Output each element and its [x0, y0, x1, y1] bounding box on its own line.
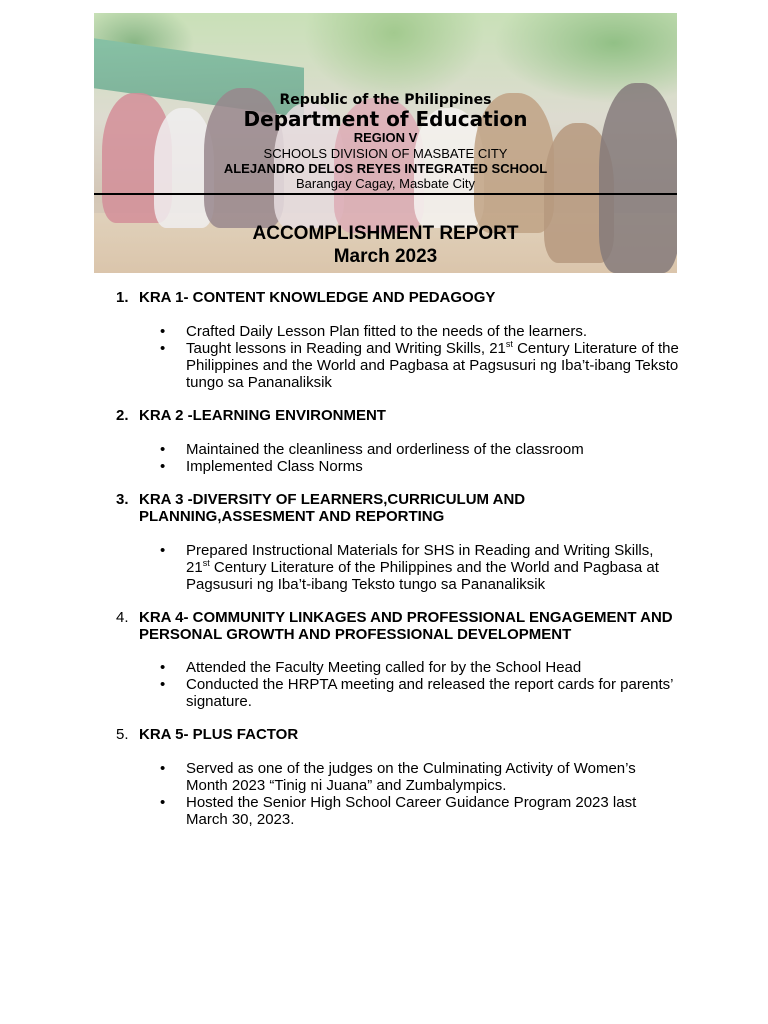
superscript-item: Prepared Instructional Materials for SHS in Reading and Writing Skills, 21st Century Literature of the Philippines and the World and Pagbasa at Pagsusuri ng Iba’t-ibang Teksto tungo sa Pananaliksik — [186, 542, 659, 593]
bullet-icon: • — [160, 323, 166, 340]
report-title: ACCOMPLISHMENT REPORT — [252, 223, 519, 244]
list-item: • Conducted the HRPTA meeting and released the report cards for parents’ signature. — [160, 676, 673, 710]
bullet-icon: • — [160, 676, 166, 693]
kra-title: KRA 3 -DIVERSITY OF LEARNERS,CURRICULUM AND PLANNING,ASSESMENT AND REPORTING — [139, 491, 526, 525]
kra-title: KRA 2 -LEARNING ENVIRONMENT — [139, 407, 386, 424]
school-address: Barangay Cagay, Masbate City — [296, 176, 475, 191]
bullet-icon: • — [160, 760, 166, 777]
kra-bullet-list — [160, 323, 680, 391]
superscript-item: Taught lessons in Reading and Writing Skills, 21st Century Literature of the Philippines and the World and Pagbasa at Pagsusuri ng Iba’t-ibang Teksto tungo sa Pananaliksik — [186, 339, 679, 391]
header-banner — [94, 13, 677, 273]
bullet-icon: • — [160, 659, 166, 676]
list-item: • Crafted Daily Lesson Plan fitted to the needs of the learners. — [160, 323, 588, 340]
kra-bullet-list — [160, 659, 680, 710]
bullet-icon: • — [160, 542, 166, 559]
list-item — [160, 542, 680, 593]
department-title: Department of Education — [243, 107, 528, 131]
kra-number: 2. — [116, 407, 129, 424]
kra-number: 1. — [116, 289, 129, 306]
list-item: • Served as one of the judges on the Culminating Activity of Women’s Month 2023 “Tinig ni Juana” and Zumbalympics. — [160, 760, 636, 794]
republic-label: Republic of the Philippines — [279, 92, 492, 108]
region-label: REGION V — [353, 130, 418, 145]
kra-title: KRA 1- CONTENT KNOWLEDGE AND PEDAGOGY — [139, 289, 496, 306]
list-item — [160, 340, 680, 391]
list-item: • Hosted the Senior High School Career Guidance Program 2023 last March 30, 2023. — [160, 794, 637, 828]
report-month: March 2023 — [333, 246, 438, 267]
kra-title: KRA 4- COMMUNITY LINKAGES AND PROFESSIONAL ENGAGEMENT AND PERSONAL GROWTH AND PROFESSIONAL DEVELOPMENT — [139, 609, 673, 643]
header-divider — [94, 193, 677, 195]
list-item: • Maintained the cleanliness and orderliness of the classroom — [160, 441, 584, 458]
kra-bullet-list — [160, 542, 680, 593]
kra-bullet-list — [160, 441, 680, 475]
kra-number: 3. — [116, 491, 129, 508]
division-label: SCHOOLS DIVISION OF MASBATE CITY — [263, 146, 508, 161]
school-name: ALEJANDRO DELOS REYES INTEGRATED SCHOOL — [223, 161, 548, 176]
bullet-icon: • — [160, 340, 166, 357]
kra-title: KRA 5- PLUS FACTOR — [139, 726, 299, 743]
list-item: • Implemented Class Norms — [160, 458, 363, 475]
bullet-icon: • — [160, 794, 166, 811]
list-item: • Attended the Faculty Meeting called for by the School Head — [160, 659, 582, 676]
kra-number: 4. — [116, 609, 129, 626]
kra-bullet-list — [160, 760, 680, 828]
kra-number: 5. — [116, 726, 129, 743]
bullet-icon: • — [160, 458, 166, 475]
bullet-icon: • — [160, 441, 166, 458]
